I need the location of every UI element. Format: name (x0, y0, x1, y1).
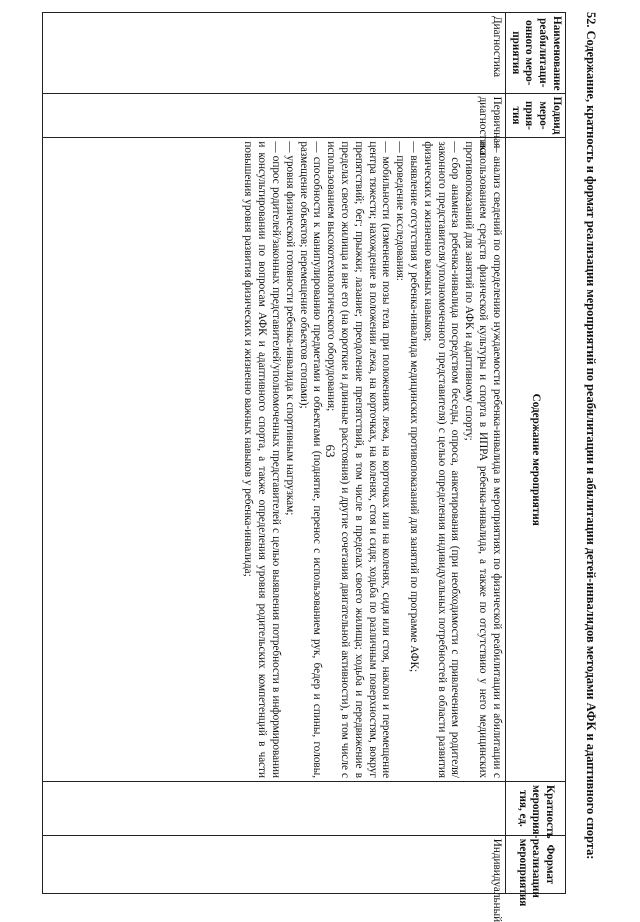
header-name: Наименование реабилитаци-онного меро-приятия (505, 13, 565, 94)
cell-subtype: Первичная диагностика (43, 93, 506, 138)
section-heading: 52. Содержание, кратность и формат реализации мероприятий по реабилитации и абилитации детей-инвалидов методами АФК и адаптивного спорта: (584, 12, 598, 860)
measures-table (42, 12, 566, 922)
cell-content (43, 138, 506, 782)
header-content: Содержание мероприятия (505, 138, 565, 782)
cell-measure-name: Диагностика (43, 13, 506, 94)
rotated-page-content (38, 12, 598, 922)
content-item: — проведение исследования: (394, 141, 407, 281)
header-subtype: Подвид меро-прия-тия (505, 93, 565, 138)
cell-multiplicity (43, 782, 506, 836)
header-multiplicity: Кратность мероприя-тия, ед. (505, 782, 565, 836)
content-item: — способности к манипулированию предметами и объектами (поднятие, перенос с использованием рук, бедер и спины, головы, размещение объектов; перемещение объектов стопами); (297, 141, 324, 779)
header-format: Формат реализации мероприятия (505, 835, 565, 893)
table-header-row (505, 13, 565, 894)
content-item: — сбор анамнеза ребенка-инвалида посредством беседы, опроса, анкетирования (при необходимости с привлечением родителя/законного представителя/уполномоченного представителя) с целью определения индивидуальных потребностей в области развития физических и жизненно важных навыков; (421, 141, 462, 779)
cell-format: Индивидуальный (43, 835, 506, 893)
content-item: — уровня физической готовности ребенка-инвалида к спортивным нагрузкам; (283, 141, 296, 516)
content-item: — анализ сведений по определению нуждаемости ребенка-инвалида в мероприятиях по физической реабилитации и абилитации с использованием средств физической культуры и спорта в ИПРА ребенка-инвалида, а также по отсутствию у него медицинских противопоказаний для занятий по АФК и адаптивному спорту; (463, 141, 503, 779)
content-item: — мобильности (изменение позы тела при положениях лежа, на корточках или на коленях, сидя или стоя, наклон и перемещение центра тяжести; нахождение в положении лежа, на корточках, на коленях, стоя и сидя; ходьба по различным поверхностям, вокруг препятствий; бег; прыжки; лазание; преодоление препятствий, в том числе в пределах своего жилища; ходьба и передвижение в пределах своего жилища и вне его (на короткие и длинные расстояния) и другие сочетания двигательной активности), в том числе с использованием высокотехнологического оборудования; (325, 141, 393, 779)
table-row (43, 13, 506, 894)
content-item: — опрос родителей/законных представителей/уполномоченных представителей с целью выявления потребности в информировании и консультировании по вопросам АФК и адаптивного спорта, а также определения уровня родительских компетенций в части повышения уровня развития физических и жизненно важных навыков у ребенка-инвалида; (242, 141, 283, 779)
content-item: — выявление отсутствия у ребенка-инвалида медицинских противопоказаний для занятий по программе АФК; (408, 141, 421, 673)
page-number: 63 (323, 444, 338, 458)
